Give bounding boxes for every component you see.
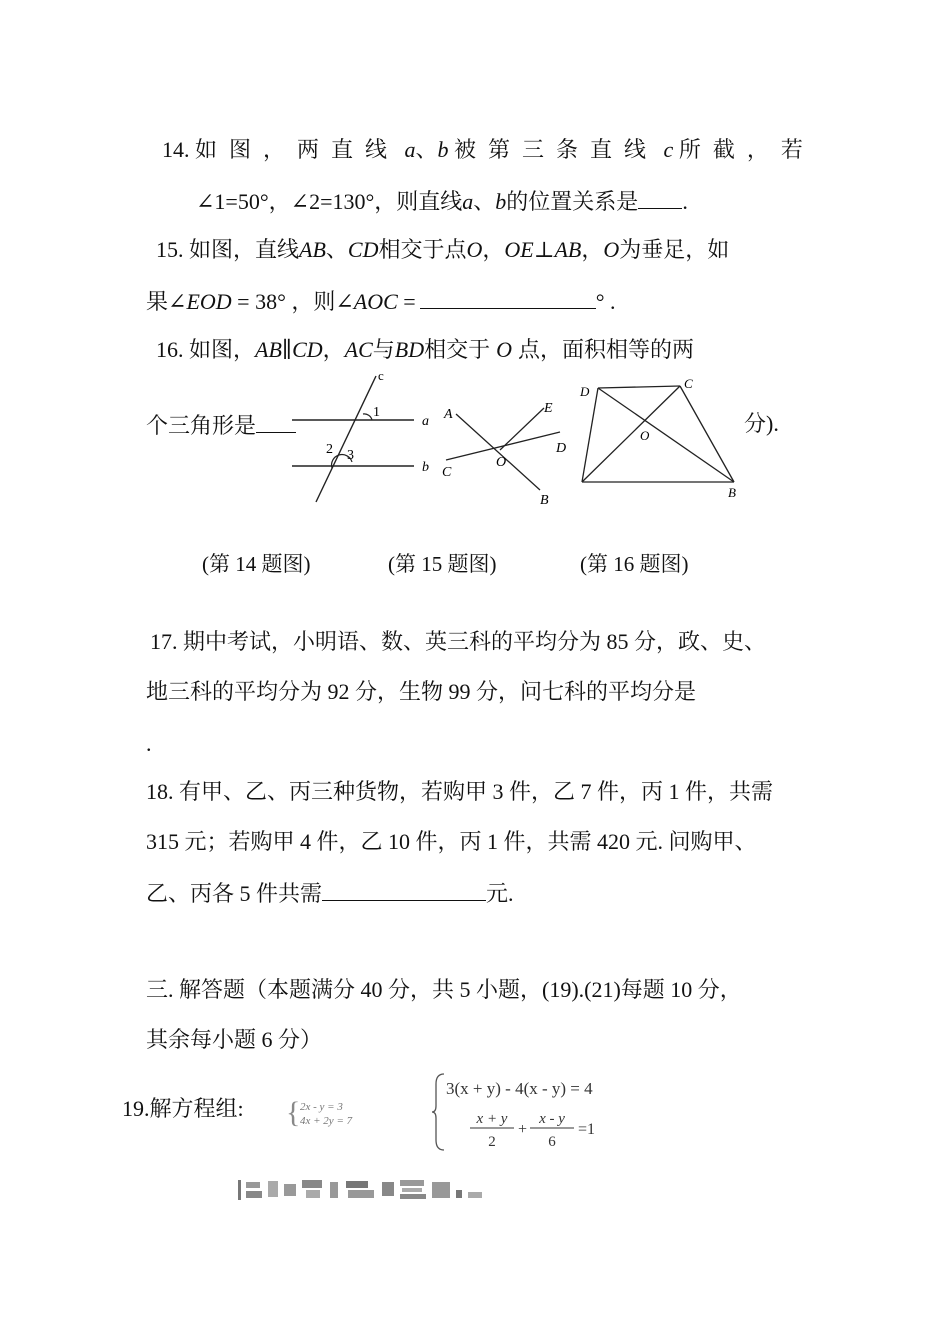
caption-fig16: (第 16 题图) bbox=[580, 552, 689, 576]
q15-answer-blank[interactable] bbox=[420, 286, 596, 309]
fig14-angle-1-arc bbox=[363, 414, 372, 420]
q14-var-b: b bbox=[437, 137, 449, 162]
q14-angles: ∠1=50°，∠2=130°，则直线 bbox=[196, 189, 463, 214]
q15-perp: ⊥ bbox=[533, 237, 555, 262]
fig15-label-C: C bbox=[442, 465, 452, 480]
q15-comma: ， bbox=[482, 237, 505, 262]
fig14-label-3: 3 bbox=[347, 448, 354, 463]
q14-number: 14. bbox=[162, 137, 190, 162]
fig15-label-O: O bbox=[496, 455, 507, 470]
fig15-label-E: E bbox=[544, 401, 553, 416]
q18-text-pre: 乙、丙各 5 件共需 bbox=[146, 881, 323, 906]
q14-text-4: 的位置关系是 bbox=[506, 189, 639, 214]
q16-cd: CD bbox=[292, 337, 323, 362]
fig15-label-B: B bbox=[540, 493, 549, 508]
fig16-label-C: C bbox=[684, 376, 693, 391]
q16-and: 与 bbox=[372, 337, 395, 362]
q15-eod: EOD bbox=[186, 289, 232, 314]
q15-line2 bbox=[146, 286, 616, 316]
q15-angle-value: = 38° ，则∠ bbox=[231, 289, 354, 314]
q18-answer-blank[interactable] bbox=[322, 878, 486, 901]
q16-line2-left bbox=[146, 410, 296, 440]
figure-16 bbox=[572, 374, 748, 504]
q19-frac2-den: 6 bbox=[548, 1134, 556, 1150]
fig16-diag-db bbox=[598, 388, 734, 482]
q19-system-1 bbox=[284, 1094, 414, 1130]
q18-line1: 18. 有甲、乙、丙三种货物，若购甲 3 件，乙 7 件，丙 1 件，共需 bbox=[146, 779, 774, 804]
q16-text-5: 分). bbox=[744, 411, 779, 436]
fig16-side-dc bbox=[598, 386, 680, 388]
fig14-label-b: b bbox=[422, 460, 429, 475]
q16-ac: AC bbox=[344, 337, 373, 362]
q15-cd: CD bbox=[347, 237, 379, 262]
fig15-ray-oe bbox=[500, 408, 544, 450]
fig14-label-2: 2 bbox=[326, 442, 333, 457]
q19-label: 19.解方程组: bbox=[122, 1096, 244, 1121]
section3-line2: 其余每小题 6 分） bbox=[146, 1027, 323, 1052]
q15-text-3: 为垂足，如 bbox=[619, 237, 730, 262]
q16-text-4: 个三角形是 bbox=[146, 413, 257, 438]
q14-answer-blank[interactable] bbox=[638, 186, 682, 209]
q15-eq: = bbox=[397, 289, 416, 314]
q16-ab: AB bbox=[255, 337, 282, 362]
q14-var-a-2: a bbox=[462, 189, 474, 214]
q19-eq2-rhs: =1 bbox=[578, 1121, 596, 1138]
fig15-label-D: D bbox=[556, 441, 567, 456]
q14-text-2: 被第三条直线 bbox=[454, 137, 659, 162]
q15-end: ° . bbox=[595, 289, 616, 314]
q14-text-3: 所截，若 bbox=[678, 137, 815, 162]
q19-sys1-eq2: 4x + 2y = 7 bbox=[300, 1115, 353, 1127]
q15-text-4: 果∠ bbox=[146, 289, 187, 314]
q15-text-1: 15. 如图，直线 bbox=[156, 237, 300, 262]
q19-sys1-brace: { bbox=[286, 1096, 301, 1129]
fig14-label-c: c bbox=[378, 368, 384, 383]
q15-ab-2: AB bbox=[554, 237, 582, 262]
q15-o: O bbox=[466, 237, 483, 262]
q16-line1 bbox=[156, 336, 694, 364]
figure-15 bbox=[436, 388, 572, 512]
q19-frac1-num: x + y bbox=[476, 1111, 508, 1127]
fig15-line-ab bbox=[456, 414, 540, 490]
q14-sep-2: 、 bbox=[473, 189, 496, 214]
q19-sys2-eq1: 3(x + y) - 4(x - y) = 4 bbox=[446, 1079, 593, 1098]
q19-system-2 bbox=[432, 1070, 662, 1154]
q14-sep: 、 bbox=[415, 137, 438, 162]
section3-line1: 三. 解答题（本题满分 40 分，共 5 小题，(19).(21)每题 10 分， bbox=[146, 977, 742, 1002]
q16-text-2: 相交于 bbox=[424, 337, 491, 362]
q19-frac1-den: 2 bbox=[488, 1134, 496, 1150]
fig16-label-B: B bbox=[728, 485, 736, 500]
q16-comma: ， bbox=[322, 337, 345, 362]
q18-text-post: 元. bbox=[486, 881, 514, 906]
fig16-label-D: D bbox=[580, 384, 590, 399]
q19-frac2-num: x - y bbox=[539, 1111, 565, 1127]
q18-line3 bbox=[146, 878, 514, 908]
fig14-label-1: 1 bbox=[373, 405, 380, 420]
fig14-label-a: a bbox=[422, 414, 429, 429]
caption-fig15: (第 15 题图) bbox=[388, 552, 497, 576]
fig14-line-c bbox=[316, 376, 376, 502]
q15-aoc: AOC bbox=[353, 289, 398, 314]
q14-line1 bbox=[162, 136, 815, 164]
q16-text-1: 16. 如图， bbox=[156, 337, 256, 362]
q16-text-3: 点，面积相等的两 bbox=[518, 337, 695, 362]
q17-line1: 17. 期中考试，小明语、数、英三科的平均分为 85 分，政、史、 bbox=[150, 629, 767, 654]
q16-o: O bbox=[496, 337, 513, 362]
q19-sys2-brace bbox=[432, 1074, 444, 1150]
q15-ab: AB bbox=[299, 237, 326, 262]
q14-var-c: c bbox=[663, 137, 674, 162]
q14-line2 bbox=[196, 186, 688, 216]
q15-sep: 、 bbox=[325, 237, 348, 262]
q16-line2-right bbox=[744, 410, 779, 438]
q15-o-2: O bbox=[603, 237, 620, 262]
q18-line2: 315 元；若购甲 4 件，乙 10 件，丙 1 件，共需 420 元. 问购甲、 bbox=[146, 829, 757, 854]
q19-plus: + bbox=[518, 1121, 528, 1138]
corrupted-image-artifact bbox=[236, 1176, 492, 1204]
q15-comma-2: ， bbox=[581, 237, 604, 262]
fig16-label-O: O bbox=[640, 428, 650, 443]
q15-line1 bbox=[156, 236, 729, 264]
fig15-label-A: A bbox=[444, 407, 453, 422]
q16-parallel: ∥ bbox=[281, 337, 293, 362]
q17-line2: 地三科的平均分为 92 分，生物 99 分，问七科的平均分是 bbox=[146, 679, 697, 704]
caption-fig14: (第 14 题图) bbox=[202, 552, 311, 576]
q14-end: . bbox=[682, 189, 688, 214]
q17-line3: . bbox=[146, 731, 152, 756]
q15-text-2: 相交于点 bbox=[378, 237, 467, 262]
q16-bd: BD bbox=[394, 337, 425, 362]
fig16-side-cb bbox=[680, 386, 734, 482]
q14-var-a: a bbox=[404, 137, 416, 162]
q14-var-b-2: b bbox=[495, 189, 507, 214]
figure-14 bbox=[280, 364, 440, 504]
q19-sys1-eq1: 2x - y = 3 bbox=[300, 1101, 343, 1113]
q15-oe: OE bbox=[504, 237, 534, 262]
q14-text-1: 如图，两直线 bbox=[195, 137, 400, 162]
